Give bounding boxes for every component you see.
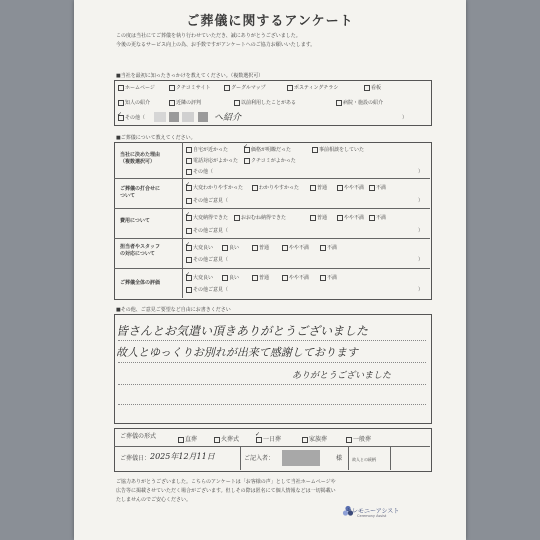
- redaction-block: [282, 450, 320, 466]
- row2-option[interactable]: やや不満: [337, 184, 364, 191]
- honorific: 様: [336, 455, 343, 462]
- q1-option[interactable]: ホームページ: [118, 84, 155, 91]
- writer-label: ご記入者：: [244, 455, 275, 462]
- row2-other-close: ）: [418, 198, 424, 204]
- q1-other-close: ）: [402, 115, 408, 121]
- row1-option[interactable]: 事前相談をしていた: [312, 146, 364, 153]
- q1-option[interactable]: 近隣の評判: [169, 99, 201, 106]
- row-divider: [114, 268, 430, 269]
- survey-sheet: [74, 0, 466, 540]
- row4-option[interactable]: 不満: [320, 244, 337, 251]
- handwritten-comment: 故人とゆっくりお別れが出来て感謝しております: [116, 346, 358, 359]
- row-label: 担当者やスタッフ の対応について: [120, 244, 161, 257]
- row2-option[interactable]: 不満: [369, 184, 386, 191]
- form-divider: [240, 446, 241, 470]
- redaction-block: [154, 112, 166, 122]
- row4-option[interactable]: やや不満: [282, 244, 309, 251]
- q2-heading: ■ご葬儀について教えてください。: [116, 135, 196, 141]
- type-label: ご葬儀の形式: [120, 433, 157, 440]
- redaction-block: [169, 112, 179, 122]
- footer-line: たしませんのでご安心ください。: [116, 497, 192, 503]
- handwritten-comment: ありがとうございました: [292, 371, 392, 381]
- q2-table: [114, 142, 432, 300]
- row3-option[interactable]: 不満: [369, 214, 386, 221]
- row4-option[interactable]: 大変良い: [186, 244, 213, 251]
- q1-option[interactable]: ポスティングチラシ: [287, 84, 338, 91]
- checkmark-icon: ✓: [185, 271, 191, 278]
- type-option[interactable]: 一般葬: [346, 434, 371, 443]
- checkmark-icon: ✓: [117, 111, 123, 118]
- ruled-line: [118, 384, 426, 385]
- date-label: ご葬儀日：: [120, 455, 151, 462]
- footer-line: 広告等に掲載させていただく場合がございます。但しその際は匿名にて個人情報などは一切掲載い: [116, 488, 336, 494]
- date-handwriting: 2025年12月11日: [150, 452, 215, 461]
- row5-option[interactable]: やや不満: [282, 274, 309, 281]
- row-divider: [114, 208, 430, 209]
- row5-option[interactable]: 良い: [222, 274, 239, 281]
- ruled-line: [118, 404, 426, 405]
- checkmark-icon: ✓: [255, 431, 261, 438]
- row2-option[interactable]: 大変わかりやすかった: [186, 184, 243, 191]
- row2-option[interactable]: わかりやすかった: [252, 184, 299, 191]
- checkmark-icon: ✓: [185, 211, 191, 218]
- relation-label: 故人との続柄: [352, 457, 376, 462]
- redaction-block: [182, 112, 194, 122]
- row-label: ご葬儀全体の評価: [120, 280, 161, 286]
- q1-option[interactable]: 病院・施設の紹介: [336, 99, 383, 106]
- q1-option[interactable]: グーグルマップ: [224, 84, 266, 91]
- handwritten-comment: 皆さんとお気遣い頂きありがとうございました: [116, 324, 369, 338]
- row4-other-close: ）: [418, 257, 424, 263]
- row3-option[interactable]: 大変納得できた: [186, 214, 228, 221]
- row2-other[interactable]: その他ご意見（: [186, 197, 228, 204]
- intro-line: 今後の更なるサービス向上の為、お手数ですがアンケートへのご協力お願いいたします。: [116, 42, 316, 48]
- q1-other[interactable]: その他（: [118, 114, 145, 121]
- company-logo-sub: Ceremony Assist: [357, 514, 387, 518]
- row1-other[interactable]: その他（: [186, 168, 213, 175]
- footer-line: ご協力ありがとうございました。こちらのアンケートは「お客様の声」として当社ホームページや: [116, 479, 336, 485]
- row5-other-close: ）: [418, 287, 424, 293]
- ruled-line: [118, 362, 426, 363]
- type-option[interactable]: 家族葬: [302, 434, 327, 443]
- intro-line: この度は当社にてご葬儀を執り行わせていただき、誠にありがとうございました。: [116, 33, 301, 39]
- row-label: 当社に決めた理由 （複数選択可）: [120, 152, 161, 165]
- q1-other-handwriting: へ紹介: [214, 113, 242, 123]
- q3-heading: ■その他、ご意見ご要望など自由にお書きください: [116, 307, 231, 313]
- row1-option[interactable]: 自宅が近かった: [186, 146, 228, 153]
- redaction-block: [198, 112, 208, 122]
- row-divider: [114, 238, 430, 239]
- row1-option[interactable]: クチコミがよかった: [244, 157, 296, 164]
- company-logo-name: セレモニーアシスト: [346, 508, 400, 515]
- row3-option[interactable]: やや不満: [337, 214, 364, 221]
- row1-option[interactable]: 電話対応がよかった: [186, 157, 238, 164]
- row1-option[interactable]: 価格が明瞭だった: [244, 146, 291, 153]
- q1-option[interactable]: クチコミサイト: [169, 84, 210, 91]
- row3-option[interactable]: おおむね納得できた: [234, 214, 286, 221]
- type-option[interactable]: 一日葬: [256, 434, 281, 443]
- row5-other[interactable]: その他ご意見（: [186, 286, 228, 293]
- row5-option[interactable]: 不満: [320, 274, 337, 281]
- checkmark-icon: ✓: [185, 241, 191, 248]
- row2-option[interactable]: 普通: [310, 184, 327, 191]
- row4-option[interactable]: 普通: [252, 244, 269, 251]
- footer-note: [116, 478, 416, 505]
- type-option[interactable]: 直葬: [178, 434, 197, 443]
- form-divider: [390, 446, 391, 470]
- row5-option[interactable]: 大変良い: [186, 274, 213, 281]
- q1-heading: ■当社を最初に知ったきっかけを教えてください。（複数選択可）: [116, 73, 264, 79]
- row-label: 費用について: [120, 218, 150, 224]
- form-divider: [348, 446, 349, 470]
- row-divider: [114, 178, 430, 179]
- checkmark-icon: ✓: [185, 181, 191, 188]
- q1-option[interactable]: 以前利用したことがある: [234, 99, 296, 106]
- checkmark-icon: ✓: [243, 143, 249, 150]
- row3-other-close: ）: [418, 228, 424, 234]
- q1-option[interactable]: 知人の紹介: [118, 99, 150, 106]
- type-option[interactable]: 火葬式: [214, 434, 239, 443]
- form-divider: [114, 446, 430, 447]
- ruled-line: [118, 340, 426, 341]
- row-label: ご葬儀の打合せに ついて: [120, 186, 161, 199]
- intro-text: [116, 32, 436, 50]
- row4-option[interactable]: 良い: [222, 244, 239, 251]
- q1-option[interactable]: 看板: [364, 84, 381, 91]
- q2-divider: [182, 142, 183, 298]
- row4-other[interactable]: その他ご意見（: [186, 256, 228, 263]
- page-title: ご葬儀に関するアンケート: [186, 14, 354, 29]
- row3-other[interactable]: その他ご意見（: [186, 227, 228, 234]
- row5-option[interactable]: 普通: [252, 274, 269, 281]
- row1-other-close: ）: [418, 169, 424, 175]
- row3-option[interactable]: 普通: [310, 214, 327, 221]
